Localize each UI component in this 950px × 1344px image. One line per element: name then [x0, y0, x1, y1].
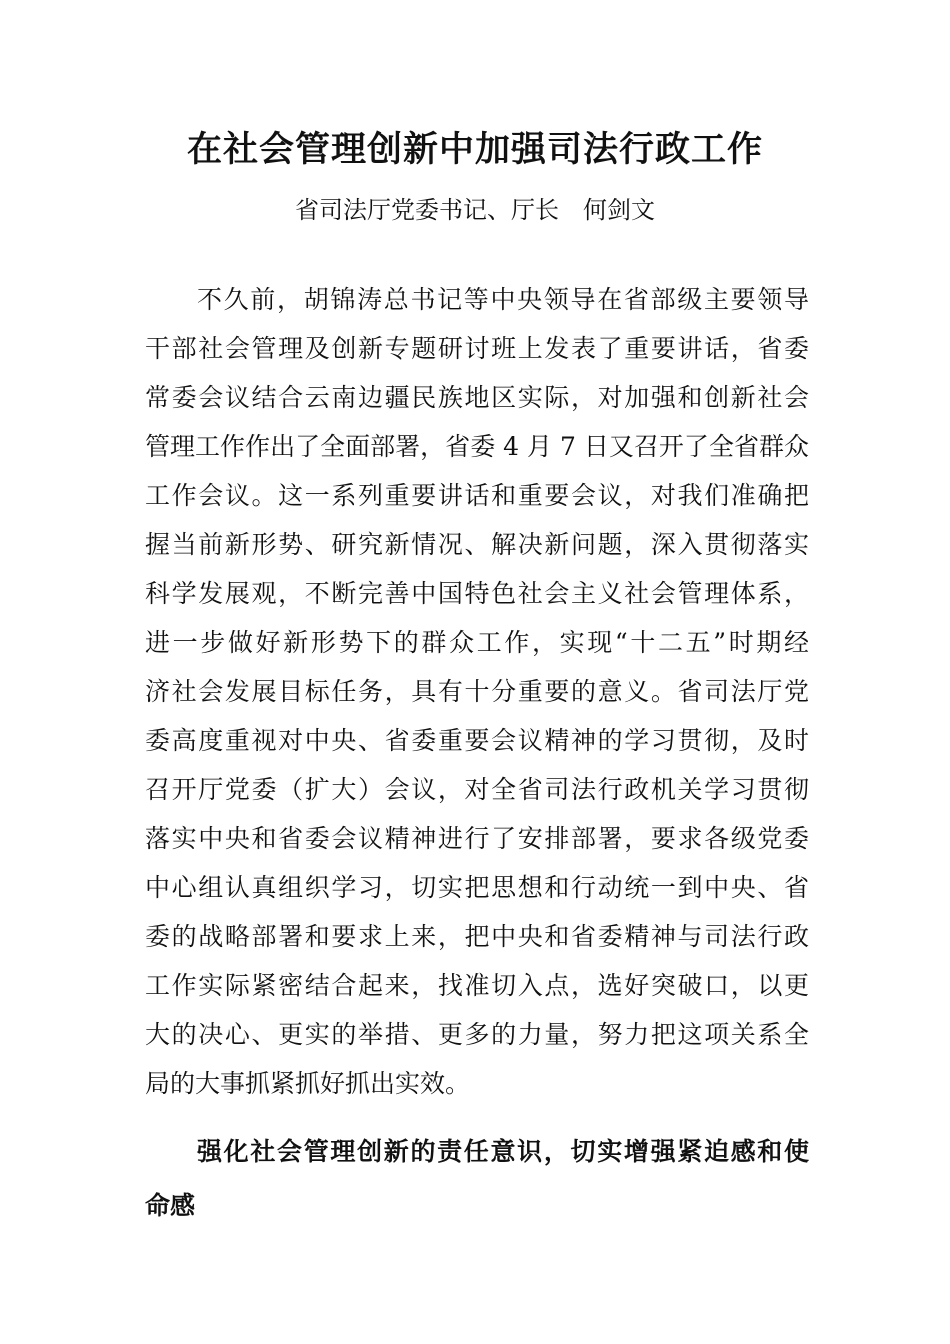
paragraph-line: 局的大事抓紧抓好抓出实效。 [145, 1069, 471, 1098]
paragraph-line: 不久前，胡锦涛总书记等中央领导在省部级主要领导 [197, 285, 809, 314]
paragraph-line: 握当前新形势、研究新情况、解决新问题，深入贯彻落实 [145, 530, 809, 559]
author-byline: 省司法厅党委书记、厅长 何剑文 [295, 196, 655, 224]
paragraph-line: 工作会议。这一系列重要讲话和重要会议，对我们准确把 [145, 481, 809, 510]
paragraph-line: 进一步做好新形势下的群众工作，实现“十二五”时期经 [145, 628, 809, 657]
section-heading-line: 命感 [145, 1191, 196, 1220]
paragraph-line: 落实中央和省委会议精神进行了安排部署，要求各级党委 [145, 824, 809, 853]
paragraph-line: 科学发展观，不断完善中国特色社会主义社会管理体系， [145, 579, 809, 608]
paragraph-line: 召开厅党委（扩大）会议，对全省司法行政机关学习贯彻 [145, 775, 809, 804]
paragraph-line: 委的战略部署和要求上来，把中央和省委精神与司法行政 [145, 922, 809, 951]
body-paragraph [145, 275, 809, 1108]
paragraph-line: 济社会发展目标任务，具有十分重要的意义。省司法厅党 [145, 677, 809, 706]
paragraph-line: 管理工作作出了全面部署，省委 4 月 7 日又召开了全省群众 [145, 432, 809, 461]
paragraph-line: 工作实际紧密结合起来，找准切入点，选好突破口，以更 [145, 971, 809, 1000]
paragraph-line: 常委会议结合云南边疆民族地区实际，对加强和创新社会 [145, 383, 809, 412]
paragraph-line: 中心组认真组织学习，切实把思想和行动统一到中央、省 [145, 873, 809, 902]
paragraph-line: 委高度重视对中央、省委重要会议精神的学习贯彻，及时 [145, 726, 809, 755]
paragraph-line: 干部社会管理及创新专题研讨班上发表了重要讲话，省委 [145, 334, 809, 363]
section-heading [145, 1125, 809, 1233]
paragraph-line: 大的决心、更实的举措、更多的力量，努力把这项关系全 [145, 1020, 809, 1049]
document-title: 在社会管理创新中加强司法行政工作 [186, 129, 763, 170]
section-heading-line: 强化社会管理创新的责任意识，切实增强紧迫感和使 [197, 1137, 809, 1166]
